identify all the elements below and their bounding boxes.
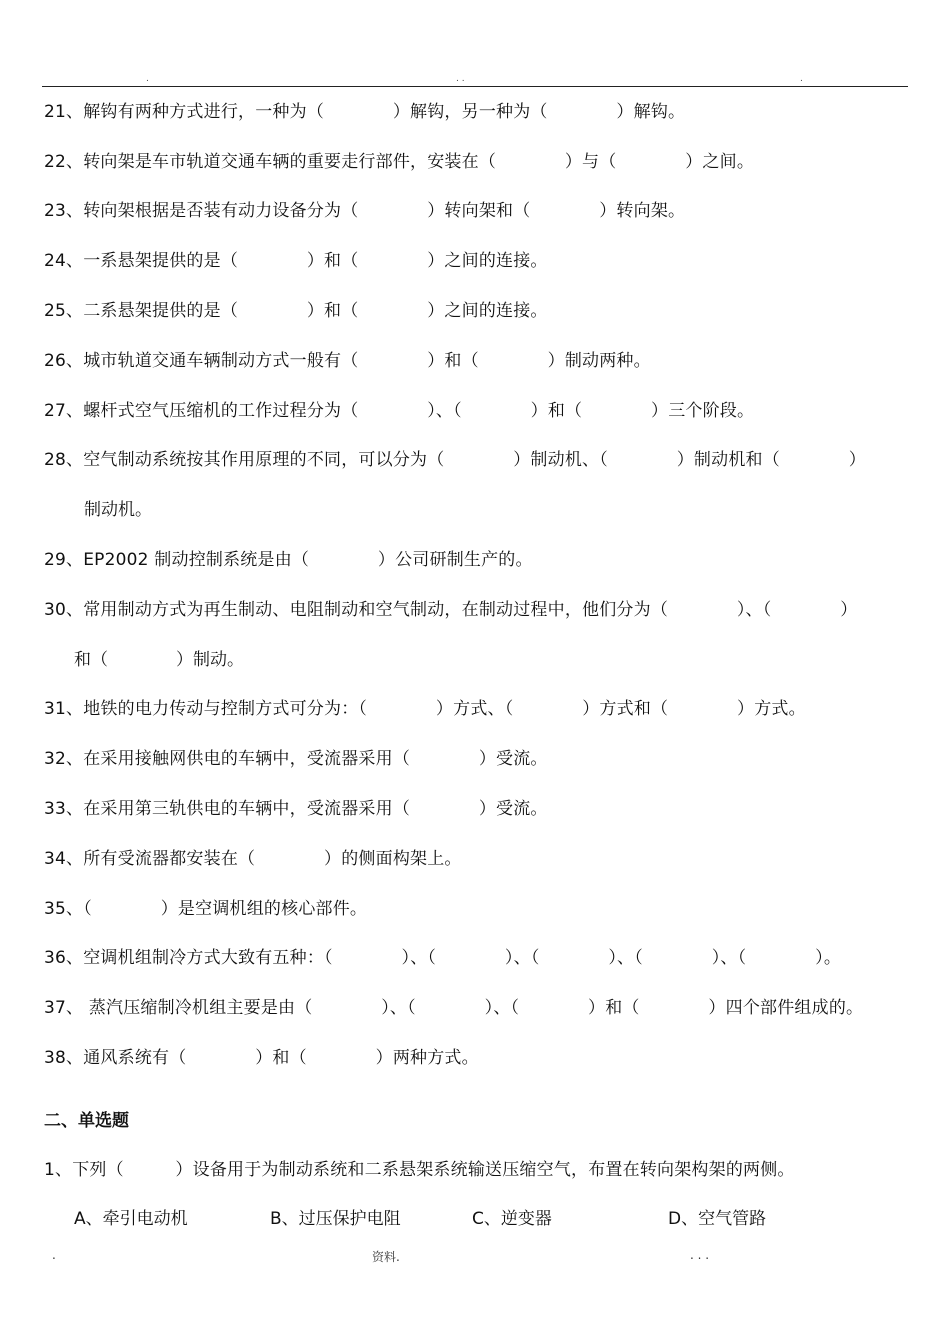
question-29: 29、EP2002 制动控制系统是由（ ）公司研制生产的。: [44, 550, 533, 570]
mc-question-1: 1、下列（ ）设备用于为制动系统和二系悬架系统输送压缩空气，布置在转向架构架的两侧。: [44, 1160, 795, 1180]
question-26: 26、城市轨道交通车辆制动方式一般有（ ）和（ ）制动两种。: [44, 351, 651, 371]
option-a: A、牵引电动机: [74, 1209, 188, 1229]
question-25: 25、二系悬架提供的是（ ）和（ ）之间的连接。: [44, 301, 548, 321]
question-38: 38、通风系统有（ ）和（ ）两种方式。: [44, 1048, 479, 1068]
question-28: 28、空气制动系统按其作用原理的不同，可以分为（ ）制动机、（ ）制动机和（ ）: [44, 450, 866, 470]
section-title: 二、单选题: [44, 1111, 129, 1131]
footer-dots: . . .: [690, 1248, 710, 1262]
question-28-continuation: 制动机。: [84, 500, 152, 520]
question-33: 33、在采用第三轨供电的车辆中，受流器采用（ ）受流。: [44, 799, 548, 819]
question-32: 32、在采用接触网供电的车辆中，受流器采用（ ）受流。: [44, 749, 548, 769]
header-dot: .: [800, 74, 803, 84]
question-34: 34、所有受流器都安装在（ ）的侧面构架上。: [44, 849, 462, 869]
question-31: 31、地铁的电力传动与控制方式可分为：（ ）方式、（ ）方式和（ ）方式。: [44, 699, 806, 719]
question-30: 30、常用制动方式为再生制动、电阻制动和空气制动，在制动过程中，他们分为（ ）、（ ）: [44, 600, 858, 620]
option-d: D、空气管路: [668, 1209, 767, 1229]
question-22: 22、转向架是车市轨道交通车辆的重要走行部件，安装在（ ）与（ ）之间。: [44, 152, 755, 172]
header-dot: . .: [456, 74, 465, 84]
question-30-continuation: 和（ ）制动。: [74, 650, 244, 670]
question-24: 24、一系悬架提供的是（ ）和（ ）之间的连接。: [44, 251, 548, 271]
option-c: C、逆变器: [472, 1209, 552, 1229]
header-dot: .: [146, 74, 149, 84]
question-37: 37、 蒸汽压缩制冷机组主要是由（ ）、（ ）、（ ）和（ ）四个部件组成的。: [44, 998, 864, 1018]
footer-label: 资料.: [372, 1250, 400, 1264]
footer-dot: .: [52, 1248, 56, 1262]
question-23: 23、转向架根据是否装有动力设备分为（ ）转向架和（ ）转向架。: [44, 201, 686, 221]
question-35: 35、（ ）是空调机组的核心部件。: [44, 899, 368, 919]
question-36: 36、空调机组制冷方式大致有五种：（ ）、（ ）、（ ）、（ ）、（ ）。: [44, 948, 842, 968]
header-rule: [42, 86, 908, 87]
question-21: 21、解钩有两种方式进行，一种为（ ）解钩，另一种为（ ）解钩。: [44, 102, 686, 122]
option-b: B、过压保护电阻: [270, 1209, 401, 1229]
question-27: 27、螺杆式空气压缩机的工作过程分为（ ）、（ ）和（ ）三个阶段。: [44, 401, 755, 421]
